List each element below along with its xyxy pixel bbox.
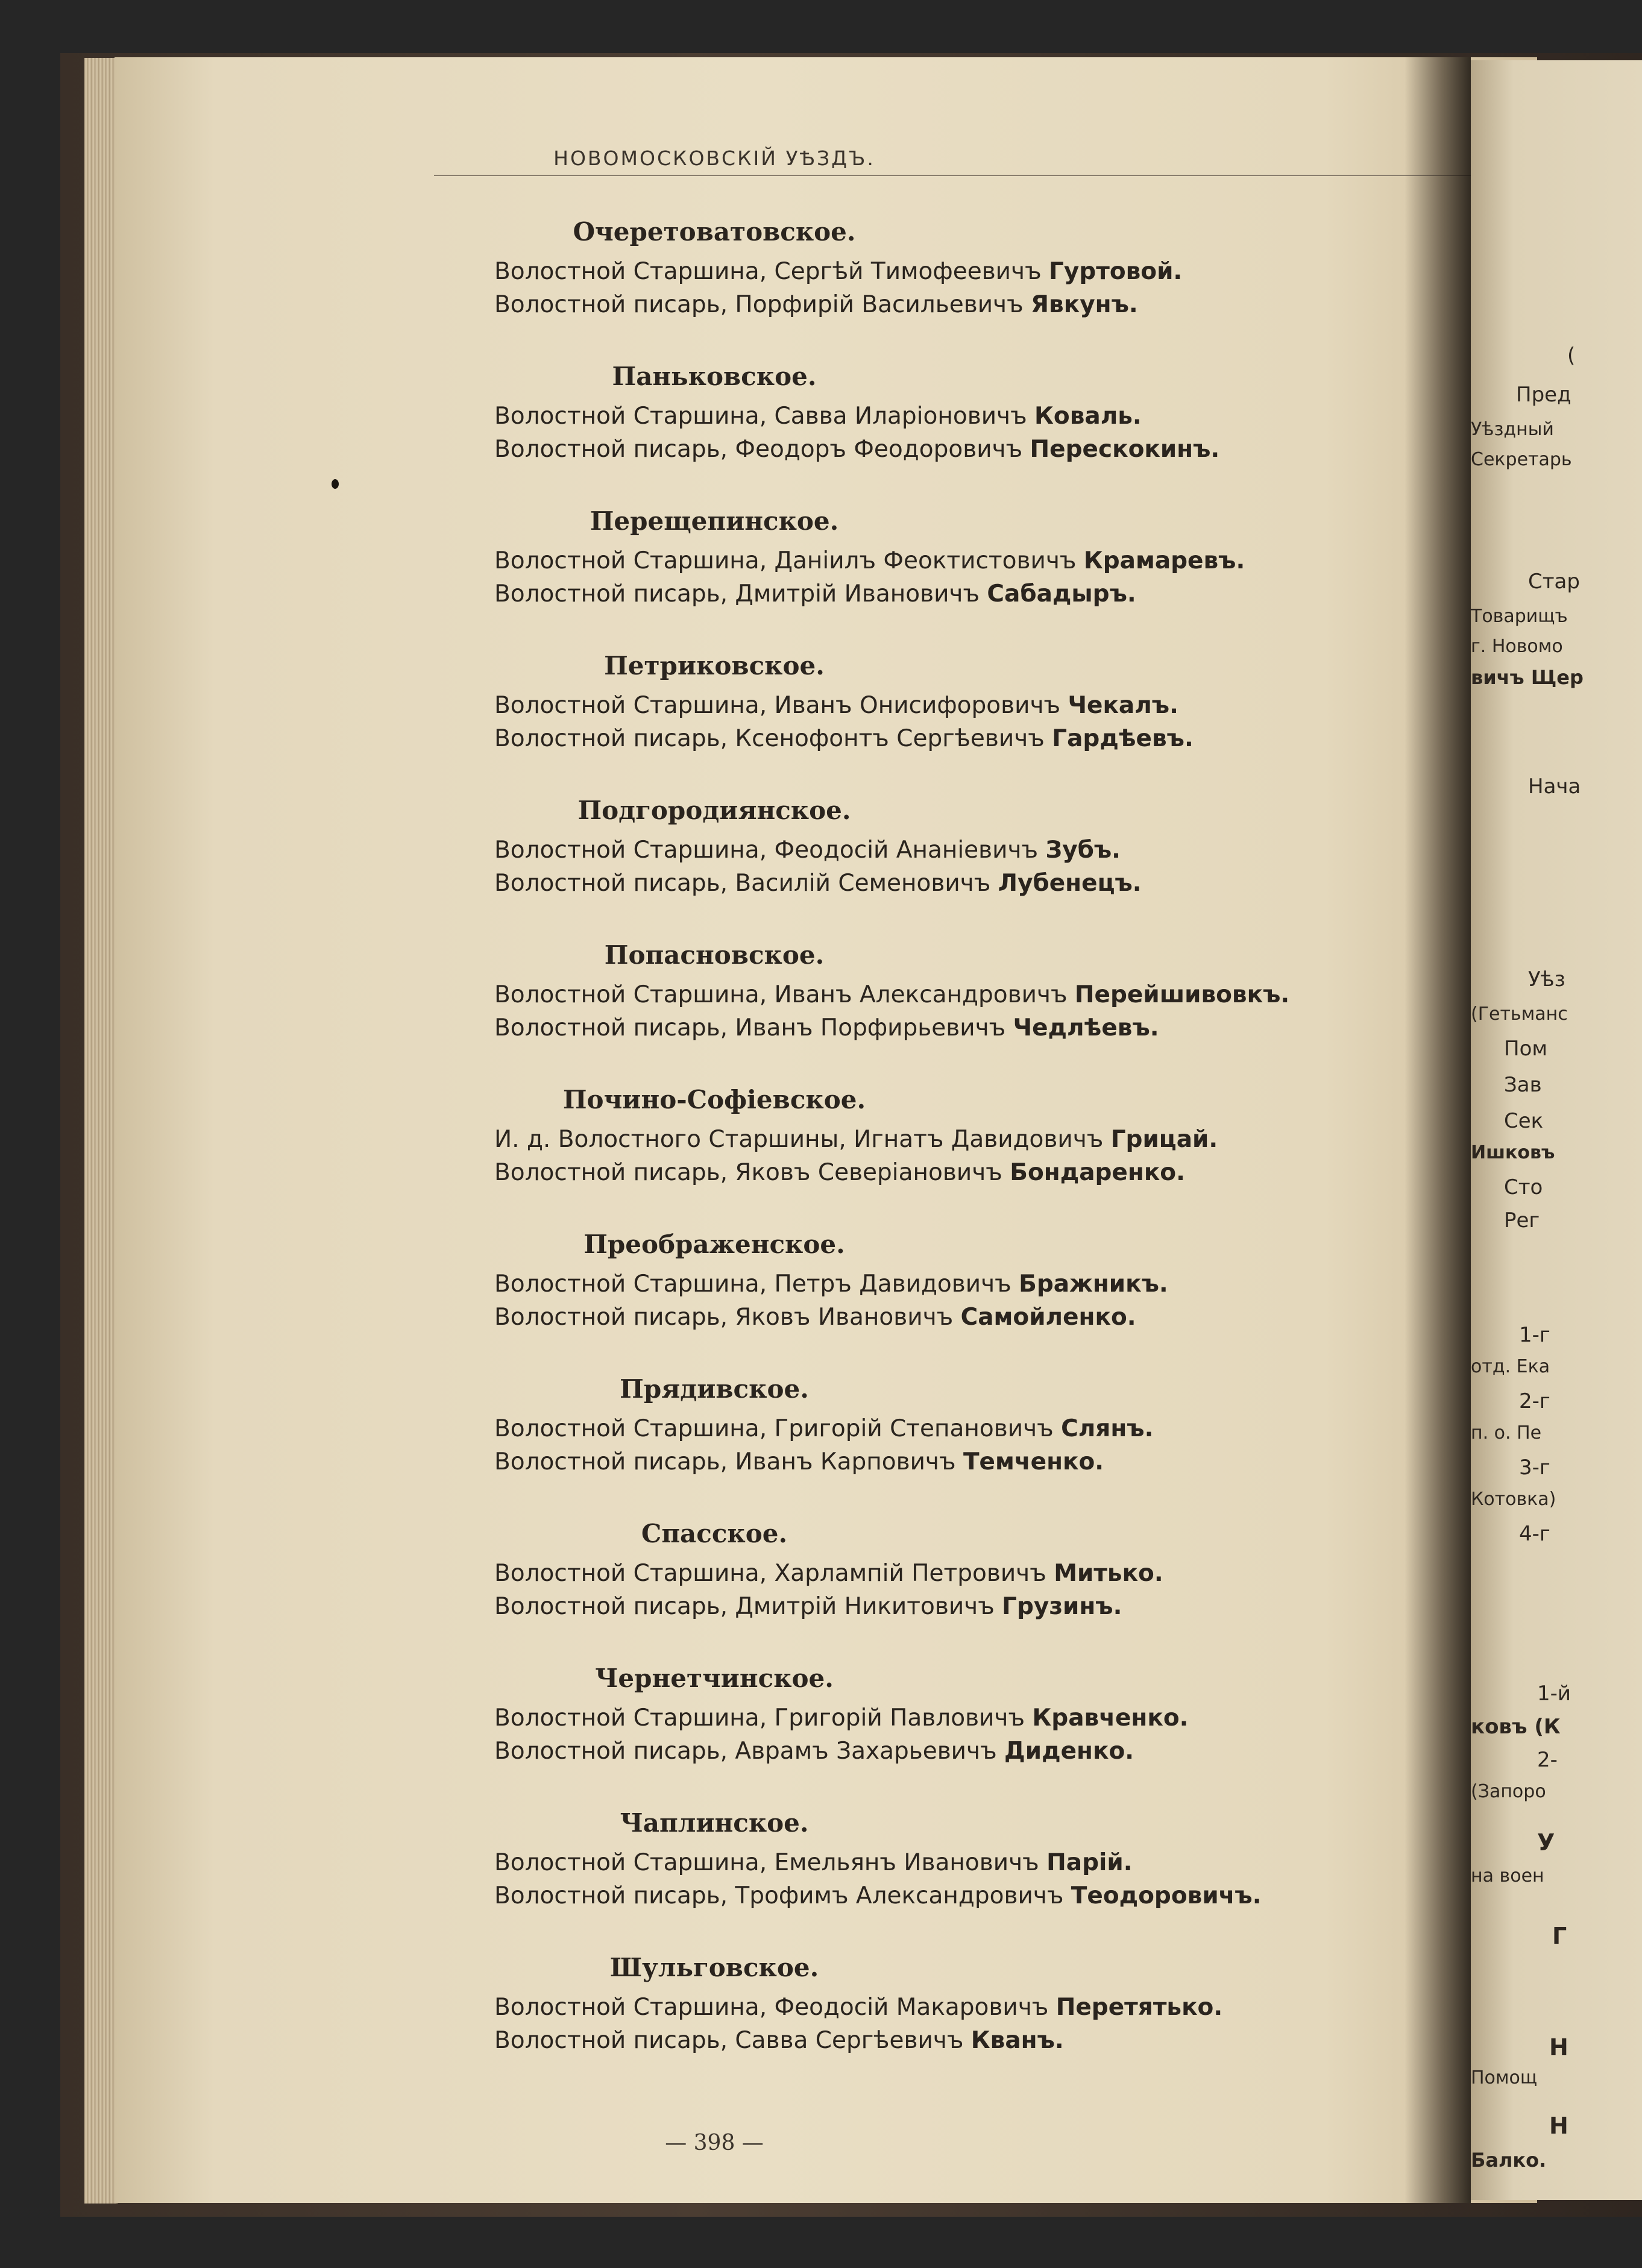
clerk-line: Волостной писарь, Иванъ Карповичъ Темченко. bbox=[494, 1448, 1104, 1475]
elder-line: Волостной Старшина, Григорій Степановичъ Слянъ. bbox=[494, 1415, 1154, 1442]
fragment: 3-г bbox=[1519, 1456, 1550, 1480]
fragment: Балко. bbox=[1471, 2149, 1547, 2172]
section-title: Очеретоватовское. bbox=[573, 217, 856, 247]
fragment: 2- bbox=[1537, 1748, 1558, 1772]
fragment: п. о. Пе bbox=[1471, 1422, 1542, 1443]
section-title: Почино-Софіевское. bbox=[562, 1085, 866, 1114]
clerk-line: Волостной писарь, Трофимъ Александровичъ Теодоровичъ. bbox=[494, 1882, 1262, 1909]
fragment: У bbox=[1537, 1829, 1555, 1856]
fragment: Секретарь bbox=[1471, 449, 1572, 470]
elder-line: Волостной Старшина, Иванъ Александровичъ Перейшивовкъ. bbox=[494, 981, 1290, 1008]
fragment: ( bbox=[1567, 344, 1576, 368]
fragment: Товарищъ bbox=[1471, 606, 1568, 627]
elder-line: И. д. Волостного Старшины, Игнатъ Давидовичъ Грицай. bbox=[494, 1126, 1218, 1153]
header-rule bbox=[434, 175, 1549, 176]
elder-line: Волостной Старшина, Сергѣй Тимофеевичъ Гуртовой. bbox=[494, 258, 1183, 285]
fragment: Сек bbox=[1504, 1109, 1544, 1133]
page-edges bbox=[84, 58, 118, 2204]
fragment: вичъ Щер bbox=[1471, 666, 1584, 689]
running-head: НОВОМОСКОВСКІЙ УѢЗДЪ. bbox=[553, 146, 875, 170]
clerk-line: Волостной писарь, Ксенофонтъ Сергѣевичъ Гардѣевъ. bbox=[494, 725, 1194, 752]
clerk-line: Волостной писарь, Феодоръ Феодоровичъ Перескокинъ. bbox=[494, 436, 1220, 463]
fragment: Котовка) bbox=[1471, 1489, 1556, 1510]
section-title: Прядивское. bbox=[620, 1374, 809, 1404]
fragment: Рег bbox=[1504, 1208, 1540, 1233]
section-title: Паньковское. bbox=[612, 362, 817, 391]
clerk-line: Волостной писарь, Яковъ Северіановичъ Бондаренко. bbox=[494, 1159, 1185, 1186]
clerk-line: Волостной писарь, Аврамъ Захарьевичъ Диденко. bbox=[494, 1738, 1134, 1765]
page-number: — 398 — bbox=[665, 2131, 764, 2155]
fragment: Нача bbox=[1528, 774, 1581, 799]
elder-line: Волостной Старшина, Феодосій Ананіевичъ Зубъ. bbox=[494, 837, 1121, 864]
fragment: 4-г bbox=[1519, 1522, 1550, 1546]
fragment: Помощ bbox=[1471, 2067, 1538, 2088]
clerk-line: Волостной писарь, Дмитрій Ивановичъ Сабадыръ. bbox=[494, 580, 1136, 608]
section-title: Перещепинское. bbox=[590, 506, 839, 536]
fragment: 1-й bbox=[1537, 1682, 1571, 1706]
section-title: Петриковское. bbox=[604, 651, 825, 680]
fragment: отд. Ека bbox=[1471, 1356, 1550, 1377]
elder-line: Волостной Старшина, Харлампій Петровичъ Митько. bbox=[494, 1560, 1163, 1587]
elder-line: Волостной Старшина, Емельянъ Ивановичъ Парій. bbox=[494, 1849, 1133, 1876]
elder-line: Волостной Старшина, Григорій Павловичъ Кравченко. bbox=[494, 1704, 1189, 1732]
elder-line: Волостной Старшина, Феодосій Макаровичъ Перетятько. bbox=[494, 1994, 1223, 2021]
section-title: Чаплинское. bbox=[620, 1808, 809, 1838]
clerk-line: Волостной писарь, Иванъ Порфирьевичъ Чедлѣевъ. bbox=[494, 1014, 1159, 1041]
elder-line: Волостной Старшина, Савва Иларіоновичъ Коваль. bbox=[494, 403, 1142, 430]
fragment: Уѣз bbox=[1528, 967, 1565, 991]
section-title: Чернетчинское. bbox=[595, 1663, 834, 1693]
fragment: (Гетьманс bbox=[1471, 1004, 1568, 1025]
left-page bbox=[115, 57, 1537, 2203]
fragment: на воен bbox=[1471, 1865, 1544, 1886]
clerk-line: Волостной писарь, Дмитрій Никитовичъ Грузинъ. bbox=[494, 1593, 1122, 1620]
fragment: Н bbox=[1549, 2034, 1568, 2061]
section-title: Преображенское. bbox=[584, 1230, 845, 1259]
fragment: Пред bbox=[1516, 383, 1571, 407]
fragment: ковъ (К bbox=[1471, 1715, 1561, 1739]
fragment: Стар bbox=[1528, 570, 1580, 594]
clerk-line: Волостной писарь, Порфирій Васильевичъ Явкунъ. bbox=[494, 291, 1138, 318]
fragment: 1-г bbox=[1519, 1323, 1550, 1347]
fragment: (Запоро bbox=[1471, 1781, 1546, 1802]
section-title: Спасское. bbox=[641, 1519, 788, 1548]
elder-line: Волостной Старшина, Даніилъ Феоктистовичъ Крамаревъ. bbox=[494, 547, 1245, 574]
fragment: 2-г bbox=[1519, 1389, 1550, 1413]
clerk-line: Волостной писарь, Савва Сергѣевичъ Кванъ. bbox=[494, 2027, 1064, 2054]
section-title: Шульговское. bbox=[609, 1953, 819, 1982]
fragment: Н bbox=[1549, 2113, 1568, 2139]
right-page bbox=[1471, 60, 1642, 2200]
elder-line: Волостной Старшина, Иванъ Онисифоровичъ Чекалъ. bbox=[494, 692, 1178, 719]
fragment: Пом bbox=[1504, 1037, 1548, 1061]
fragment: Ишковъ bbox=[1471, 1142, 1555, 1163]
fragment: г. Новомо bbox=[1471, 636, 1563, 657]
section-title: Подгородиянское. bbox=[577, 796, 851, 825]
fragment: Сто bbox=[1504, 1175, 1543, 1199]
book-gutter bbox=[1405, 57, 1471, 2203]
fragment: Зав bbox=[1504, 1073, 1542, 1097]
fragment: Г bbox=[1552, 1923, 1567, 1949]
clerk-line: Волостной писарь, Василій Семеновичъ Лубенецъ. bbox=[494, 870, 1142, 897]
fragment: Уѣздный bbox=[1471, 419, 1554, 440]
elder-line: Волостной Старшина, Петръ Давидовичъ Бражникъ. bbox=[494, 1271, 1168, 1298]
clerk-line: Волостной писарь, Яковъ Ивановичъ Самойленко. bbox=[494, 1304, 1136, 1331]
ink-spot bbox=[332, 479, 339, 489]
section-title: Попасновское. bbox=[604, 940, 825, 970]
